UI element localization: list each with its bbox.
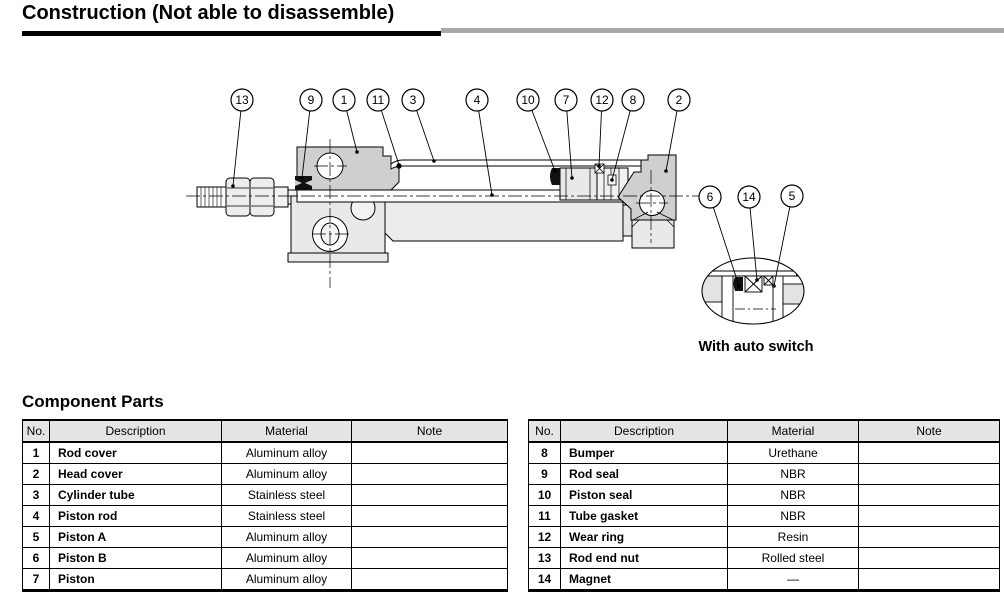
rod-cover	[297, 147, 399, 190]
cell-description: Piston B	[50, 548, 222, 569]
cell-no: 8	[529, 442, 561, 464]
cell-description: Head cover	[50, 464, 222, 485]
cell-material: Aluminum alloy	[222, 527, 352, 548]
cell-description: Piston	[50, 569, 222, 591]
table-row	[529, 548, 1000, 569]
cell-no: 2	[23, 464, 50, 485]
magnet	[745, 276, 762, 292]
column-header: Description	[561, 420, 728, 442]
cell-description: Cylinder tube	[50, 485, 222, 506]
cell-material: Rolled steel	[728, 548, 859, 569]
cell-description: Piston seal	[561, 485, 728, 506]
cell-note	[352, 548, 508, 569]
piston-a-seal	[764, 276, 773, 285]
callout-number: 5	[788, 189, 796, 204]
callout-number: 8	[629, 93, 637, 108]
cell-material: Aluminum alloy	[222, 464, 352, 485]
table-row	[23, 464, 508, 485]
callout-number: 2	[675, 93, 683, 108]
table-row	[529, 464, 1000, 485]
cell-note	[859, 569, 1000, 591]
cell-note	[859, 485, 1000, 506]
cell-description: Rod seal	[561, 464, 728, 485]
callout-number: 11	[371, 93, 385, 108]
cell-no: 14	[529, 569, 561, 591]
column-header: Material	[222, 420, 352, 442]
cell-material: Urethane	[728, 442, 859, 464]
cell-note	[352, 485, 508, 506]
cell-description: Wear ring	[561, 527, 728, 548]
component-parts-table-left	[22, 419, 508, 592]
callout-3	[402, 89, 436, 163]
cell-no: 6	[23, 548, 50, 569]
table-row	[529, 506, 1000, 527]
column-header: No.	[23, 420, 50, 442]
cell-material: Stainless steel	[222, 506, 352, 527]
cell-no: 11	[529, 506, 561, 527]
cell-material: NBR	[728, 485, 859, 506]
cell-description: Tube gasket	[561, 506, 728, 527]
cell-no: 13	[529, 548, 561, 569]
cell-material: Resin	[728, 527, 859, 548]
callout-2	[664, 89, 690, 173]
column-header: Note	[859, 420, 1000, 442]
cell-description: Rod cover	[50, 442, 222, 464]
cell-material: Stainless steel	[222, 485, 352, 506]
cell-note	[859, 442, 1000, 464]
cell-no: 12	[529, 527, 561, 548]
table-row	[23, 569, 508, 591]
table-row	[23, 485, 508, 506]
header-row	[23, 420, 508, 442]
cell-note	[859, 548, 1000, 569]
column-header: No.	[529, 420, 561, 442]
table-row	[23, 442, 508, 464]
column-header: Material	[728, 420, 859, 442]
cell-no: 3	[23, 485, 50, 506]
table-row	[529, 569, 1000, 591]
cell-no: 10	[529, 485, 561, 506]
column-header: Description	[50, 420, 222, 442]
callout-number: 12	[595, 93, 609, 108]
auto-switch-detail	[700, 256, 808, 328]
cell-description: Piston A	[50, 527, 222, 548]
cell-note	[352, 527, 508, 548]
table-row	[23, 527, 508, 548]
callout-1	[333, 89, 359, 154]
cell-no: 9	[529, 464, 561, 485]
cell-no: 7	[23, 569, 50, 591]
table-row	[23, 506, 508, 527]
rod-thread	[197, 187, 227, 207]
cell-no: 1	[23, 442, 50, 464]
cell-note	[352, 569, 508, 591]
callout-number: 10	[521, 93, 535, 108]
cell-no: 5	[23, 527, 50, 548]
cell-description: Rod end nut	[561, 548, 728, 569]
cell-description: Magnet	[561, 569, 728, 591]
page-title: Construction (Not able to disassemble)	[22, 2, 395, 24]
callout-number: 4	[473, 93, 481, 108]
cell-note	[859, 527, 1000, 548]
cell-no: 4	[23, 506, 50, 527]
callout-4	[466, 89, 494, 197]
cell-material: NBR	[728, 506, 859, 527]
cell-material: NBR	[728, 464, 859, 485]
cell-description: Piston rod	[50, 506, 222, 527]
cell-material: Aluminum alloy	[222, 548, 352, 569]
column-header: Note	[352, 420, 508, 442]
header-row	[529, 420, 1000, 442]
cell-material: Aluminum alloy	[222, 569, 352, 591]
callout-number: 14	[742, 190, 756, 205]
component-parts-heading: Component Parts	[22, 392, 164, 411]
cell-note	[859, 464, 1000, 485]
callout-number: 6	[706, 190, 714, 205]
cell-note	[352, 506, 508, 527]
callout-13	[231, 89, 253, 188]
detail-caption: With auto switch	[698, 339, 814, 355]
cell-note	[859, 506, 1000, 527]
cell-description: Bumper	[561, 442, 728, 464]
callout-number: 13	[235, 93, 249, 108]
table-row	[529, 527, 1000, 548]
callout-number: 1	[340, 93, 348, 108]
table-row	[23, 548, 508, 569]
table-row	[529, 485, 1000, 506]
cylinder-barrel	[385, 202, 623, 241]
callout-12	[591, 89, 613, 168]
callout-number: 3	[409, 93, 417, 108]
cylinder-assembly	[197, 147, 676, 262]
cell-material: —	[728, 569, 859, 591]
cell-note	[352, 464, 508, 485]
table-row	[529, 442, 1000, 464]
component-parts-table-right	[528, 419, 1000, 592]
callout-number: 9	[307, 93, 315, 108]
callout-number: 7	[562, 93, 570, 108]
cell-material: Aluminum alloy	[222, 442, 352, 464]
cell-note	[352, 442, 508, 464]
